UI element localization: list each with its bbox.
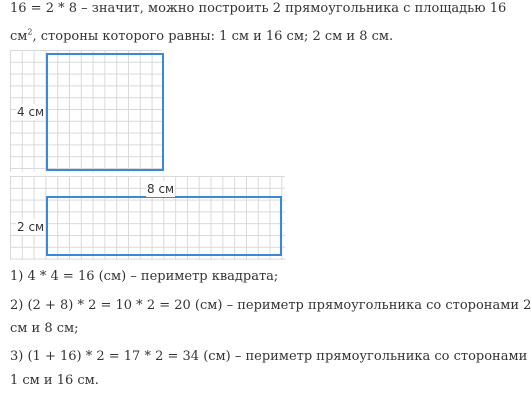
solution-3-line-1: 3) (1 + 16) * 2 = 17 * 2 = 34 (см) – периметр прямоугольника со сторонами bbox=[10, 349, 528, 364]
rectangle-side-label: 2 см bbox=[17, 220, 45, 234]
solution-3-line-2: 1 см и 16 см. bbox=[10, 373, 99, 388]
unit-cm: см bbox=[10, 29, 28, 44]
intro-text-1: 16 = 2 * 8 – значит, можно построить 2 прямоугольника с площадью 16 bbox=[10, 1, 507, 16]
square-4cm bbox=[46, 53, 164, 171]
square-side-label: 4 см bbox=[17, 105, 45, 119]
intro-line-1 bbox=[10, 0, 506, 18]
solution-2-line-2: см и 8 см; bbox=[10, 321, 79, 336]
rectangle-top-label: 8 см bbox=[147, 182, 175, 196]
unit-exponent: 2 bbox=[27, 27, 33, 37]
intro-line-2 bbox=[10, 28, 393, 46]
intro-text-2: , стороны которого равны: 1 см и 16 см; 2 см и 8 см. bbox=[32, 29, 394, 44]
solution-2-line-1: 2) (2 + 8) * 2 = 10 * 2 = 20 (см) – периметр прямоугольника со сторонами 2 bbox=[10, 298, 531, 313]
solution-1: 1) 4 * 4 = 16 (см) – периметр квадрата; bbox=[10, 269, 279, 284]
rectangle-8x2cm bbox=[46, 196, 282, 256]
